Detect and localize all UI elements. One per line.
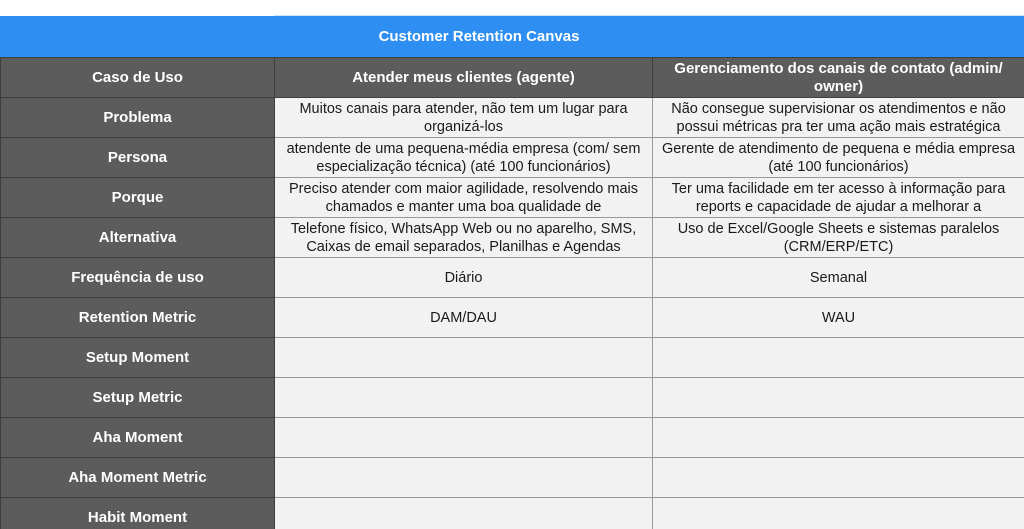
table-row <box>1 418 1024 458</box>
cell-text: Semanal <box>809 269 868 286</box>
row-col1-cell[interactable] <box>275 178 653 218</box>
table-row <box>1 298 1024 338</box>
row-label-cell[interactable]: Porque <box>1 178 275 218</box>
table-row <box>1 378 1024 418</box>
row-col1-cell[interactable] <box>275 498 653 529</box>
row-col2-cell[interactable] <box>653 418 1024 458</box>
page-title: Customer Retention Canvas <box>378 28 580 45</box>
cell-text: Gerente de atendimento de pequena e média empresa (até 100 funcionários) <box>661 140 1016 175</box>
row-label-cell[interactable]: Setup Moment <box>1 338 275 378</box>
row-col1-cell[interactable] <box>275 138 653 178</box>
row-col2-cell[interactable] <box>653 458 1024 498</box>
row-col1-cell[interactable] <box>275 258 653 298</box>
cell-text: Telefone físico, WhatsApp Web ou no aparelho, SMS, Caixas de email separados, Planilhas e Agendas <box>290 220 637 255</box>
row-col2-cell[interactable] <box>653 218 1024 258</box>
row-col2-cell[interactable] <box>653 98 1024 138</box>
row-col2-cell[interactable] <box>653 178 1024 218</box>
row-label-cell[interactable]: Frequência de uso <box>1 258 275 298</box>
row-col2-cell[interactable] <box>653 338 1024 378</box>
row-label-cell[interactable]: Aha Moment <box>1 418 275 458</box>
table-row <box>1 258 1024 298</box>
cell-text: Muitos canais para atender, não tem um lugar para organizá-los <box>299 100 628 135</box>
cell-text: Não consegue supervisionar os atendimentos e não possui métricas pra ter uma ação mais estratégica <box>671 100 1006 135</box>
table-row <box>1 498 1024 529</box>
title-bar[interactable] <box>0 16 1024 57</box>
row-col2-cell[interactable] <box>653 138 1024 178</box>
row-col1-cell[interactable] <box>275 458 653 498</box>
row-col1-cell[interactable] <box>275 218 653 258</box>
table-row <box>1 218 1024 258</box>
cell-text: atendente de uma pequena-média empresa (com/ sem especialização técnica) (até 100 funcionários) <box>286 140 641 175</box>
cell-text: Diário <box>444 269 483 286</box>
header-col2-cell[interactable]: Gerenciamento dos canais de contato (admin/ owner) <box>653 58 1024 98</box>
row-label-cell[interactable]: Alternativa <box>1 218 275 258</box>
row-col1-cell[interactable] <box>275 418 653 458</box>
row-label-cell[interactable]: Persona <box>1 138 275 178</box>
table-row <box>1 138 1024 178</box>
row-col1-cell[interactable] <box>275 98 653 138</box>
header-col1-cell[interactable]: Atender meus clientes (agente) <box>275 58 653 98</box>
table-row <box>1 98 1024 138</box>
canvas-table <box>0 57 1024 529</box>
row-label-cell[interactable]: Problema <box>1 98 275 138</box>
row-col2-cell[interactable] <box>653 258 1024 298</box>
row-col1-cell[interactable] <box>275 338 653 378</box>
row-col1-cell[interactable] <box>275 378 653 418</box>
row-col2-cell[interactable] <box>653 378 1024 418</box>
cell-text: WAU <box>821 309 856 326</box>
cell-text: Uso de Excel/Google Sheets e sistemas paralelos (CRM/ERP/ETC) <box>677 220 1000 255</box>
row-label-cell[interactable]: Retention Metric <box>1 298 275 338</box>
row-label-cell[interactable]: Setup Metric <box>1 378 275 418</box>
top-strip <box>0 0 1024 16</box>
table-row <box>1 458 1024 498</box>
cell-text: Ter uma facilidade em ter acesso à informação para reports e capacidade de ajudar a melhorar a <box>671 180 1006 215</box>
row-label-cell[interactable]: Habit Moment <box>1 498 275 529</box>
cell-text: DAM/DAU <box>430 309 497 326</box>
cell-text: Preciso atender com maior agilidade, resolvendo mais chamados e manter uma boa qualidade de <box>289 180 638 215</box>
header-row <box>1 58 1024 98</box>
table-row <box>1 338 1024 378</box>
row-col2-cell[interactable] <box>653 298 1024 338</box>
row-col1-cell[interactable] <box>275 298 653 338</box>
row-col2-cell[interactable] <box>653 498 1024 529</box>
header-label-cell[interactable]: Caso de Uso <box>1 58 275 98</box>
row-label-cell[interactable]: Aha Moment Metric <box>1 458 275 498</box>
table-row <box>1 178 1024 218</box>
